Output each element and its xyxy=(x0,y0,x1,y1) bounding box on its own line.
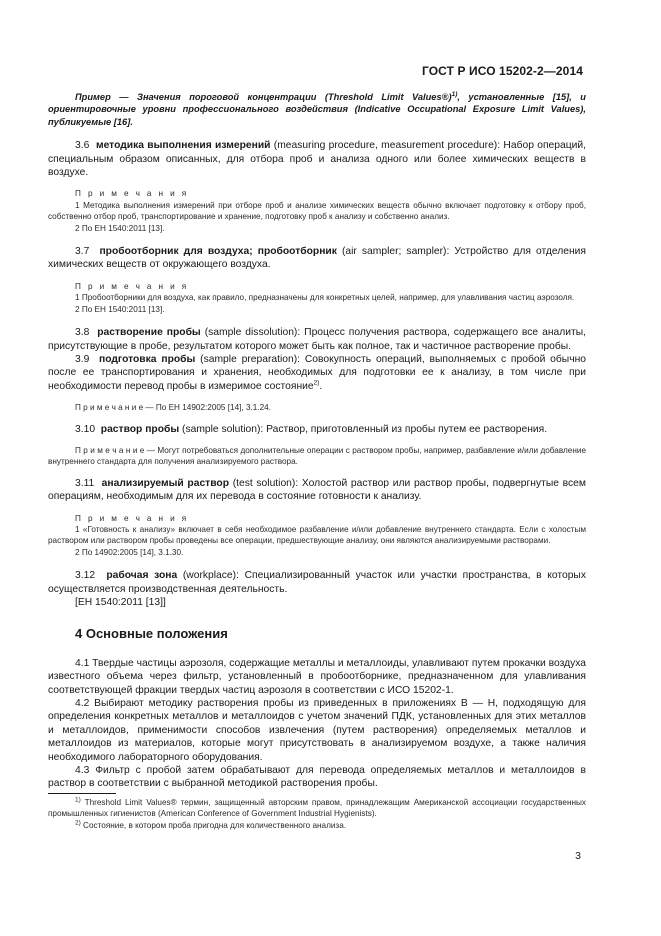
term: раствор пробы xyxy=(100,423,180,435)
definition-3-8 xyxy=(48,326,586,353)
definition-3-7 xyxy=(48,245,586,272)
page-body xyxy=(48,91,586,791)
definition-text: (sample preparation): Совокупность операций, выполняемых с пробой обычно после ее транспортирования и хранения, необходимых для подготовки ее к анализу, в том числе при необходимости перевод пробы в измеримое состояние xyxy=(48,353,586,392)
paragraph-4-1: 4.1 Твердые частицы аэрозоля, содержащие металлы и металлоиды, улавливают путем прокачки воздуха известного объема через фильтр, установленный в пробоотборнике, предназначенном для улавливания соответствующей фракции твердых частиц аэрозоля в соответствии с ИСО 15202-1. xyxy=(48,657,586,696)
definition-3-6 xyxy=(48,139,586,179)
footnote-ref: 2) xyxy=(313,379,320,387)
definition-3-10 xyxy=(48,423,586,436)
footnote-mark: 1) xyxy=(75,796,81,804)
notes-heading: П р и м е ч а н и я xyxy=(75,513,189,523)
note: П р и м е ч а н и е — Могут потребоваться дополнительные операции с раствором пробы, например, разбавление и/или добавление внутреннего стандарта для получения анализируемого раствора. xyxy=(48,445,586,467)
clause-number: 3.8 xyxy=(75,327,90,339)
clause-number: 3.6 xyxy=(75,140,90,152)
definition-text: (workplace): Специализированный участок или участки пространства, в которых осуществляется производственная деятельность. xyxy=(48,570,586,595)
term: методика выполнения измерений xyxy=(95,140,271,152)
term: растворение пробы xyxy=(97,327,201,339)
example-paragraph xyxy=(48,91,586,128)
term: анализируемый раствор xyxy=(101,477,229,489)
footnote-1 xyxy=(48,797,586,820)
definition-3-12 xyxy=(48,569,586,596)
definition-text: (measuring procedure, measurement procedure): Набор операций, специальным образом описанных, для отбора проб и анализа одного или более химических веществ в воздухе. xyxy=(48,140,586,179)
definition-text: (sample dissolution): Процесс получения раствора, содержащего все аналиты, присутствующие в пробе, результатом которого может быть как полное, так и частичное растворение пробы. xyxy=(48,327,586,352)
example-text-cont: , установленные [15], и ориентировочные уровни профессионального воздействия (Indicative Occupational Exposure Limit Values), публикуемые [16]. xyxy=(48,92,586,127)
notes-heading: П р и м е ч а н и я xyxy=(75,281,189,291)
paragraph-4-3: 4.3 Фильтр с пробой затем обрабатывают для перевода определяемых металлов и металлоидов в раствор в соответствии с выбранной методикой растворения пробы. xyxy=(48,765,586,790)
definition-3-9 xyxy=(48,353,586,393)
clause-number: 3.10 xyxy=(75,423,96,435)
footnotes xyxy=(48,797,586,831)
note: 2 По 14902:2005 [14], 3.1.30. xyxy=(75,547,184,557)
notes-heading: П р и м е ч а н и я xyxy=(75,189,189,199)
note: 1 Методика выполнения измерений при отборе проб и анализе химических веществ обычно включает подготовку к отбору проб, собственно отбор проб, транспортирование и хранение, подготовку проб к анализу и собственно анализ. xyxy=(48,200,586,222)
note: 2 По ЕН 1540:2011 [13]. xyxy=(75,304,165,314)
note: П р и м е ч а н и е — По ЕН 14902:2005 [14], 3.1.24. xyxy=(75,403,272,413)
note: 2 По ЕН 1540:2011 [13]. xyxy=(75,223,165,233)
definition-text: (sample solution): Раствор, приготовленный из пробы путем ее растворения. xyxy=(179,423,548,435)
footnote-divider xyxy=(48,793,116,794)
reference: [ЕН 1540:2011 [13]] xyxy=(75,597,166,608)
document-header: ГОСТ Р ИСО 15202-2—2014 xyxy=(421,64,583,78)
term: подготовка пробы xyxy=(99,353,196,365)
footnote-2 xyxy=(48,820,586,831)
clause-number: 3.11 xyxy=(75,477,95,489)
clause-number: 3.9 xyxy=(75,353,90,365)
footnote-ref: 1) xyxy=(451,90,458,98)
note: 1 «Готовность к анализу» включает в себя необходимое разбавление и/или добавление внутреннего стандарта. Если с холостым раствором или раствором пробы проведены все операции, предшествующие анализу, они являются анализируемыми растворами. xyxy=(48,524,586,546)
note: 1 Пробоотборники для воздуха, как правило, предназначены для конкретных целей, например, для улавливания частиц аэрозоля. xyxy=(75,293,575,303)
clause-number: 3.12 xyxy=(75,570,96,582)
term: рабочая зона xyxy=(106,570,178,582)
punctuation: . xyxy=(319,380,323,392)
clause-number: 3.7 xyxy=(75,246,90,258)
definition-3-11 xyxy=(48,477,586,504)
example-text: Пример — Значения пороговой концентрации (Threshold Limit Values®) xyxy=(75,92,452,102)
footnote-mark: 2) xyxy=(75,819,81,827)
definition-text: (test solution): Холостой раствор или раствор пробы, подвергнутые всем операциям, необходимым для их перевода в состояние готовности к анализу. xyxy=(48,477,586,503)
definition-text: (air sampler; sampler): Устройство для отделения химических веществ от окружающего воздуха. xyxy=(48,246,586,271)
page-number: 3 xyxy=(575,850,581,862)
section-title: 4 Основные положения xyxy=(75,626,228,642)
footnote-text: Состояние, в котором проба пригодна для количественного анализа. xyxy=(80,820,347,830)
footnote-text: Threshold Limit Values® термин, защищенный авторским правом, принадлежащим Американской ассоциации государственных промышленных гигиенистов (American Conference of Government Industrial Hygienists). xyxy=(48,798,586,819)
paragraph-4-2: 4.2 Выбирают методику растворения пробы из приведенных в приложениях В — Н, подходящую для определения конкретных металлов и металлоидов с учетом значений ПДК, установленных для этих металлов и металлоидов, применимости способов извлечения (путем растворения) определяемых металлов и металлоидов из материалов, которые могут присутствовать в анализируемом воздухе, а также наличия необходимого лабораторного оборудования. xyxy=(48,698,586,763)
term: пробоотборник для воздуха; пробоотборник xyxy=(99,246,337,258)
